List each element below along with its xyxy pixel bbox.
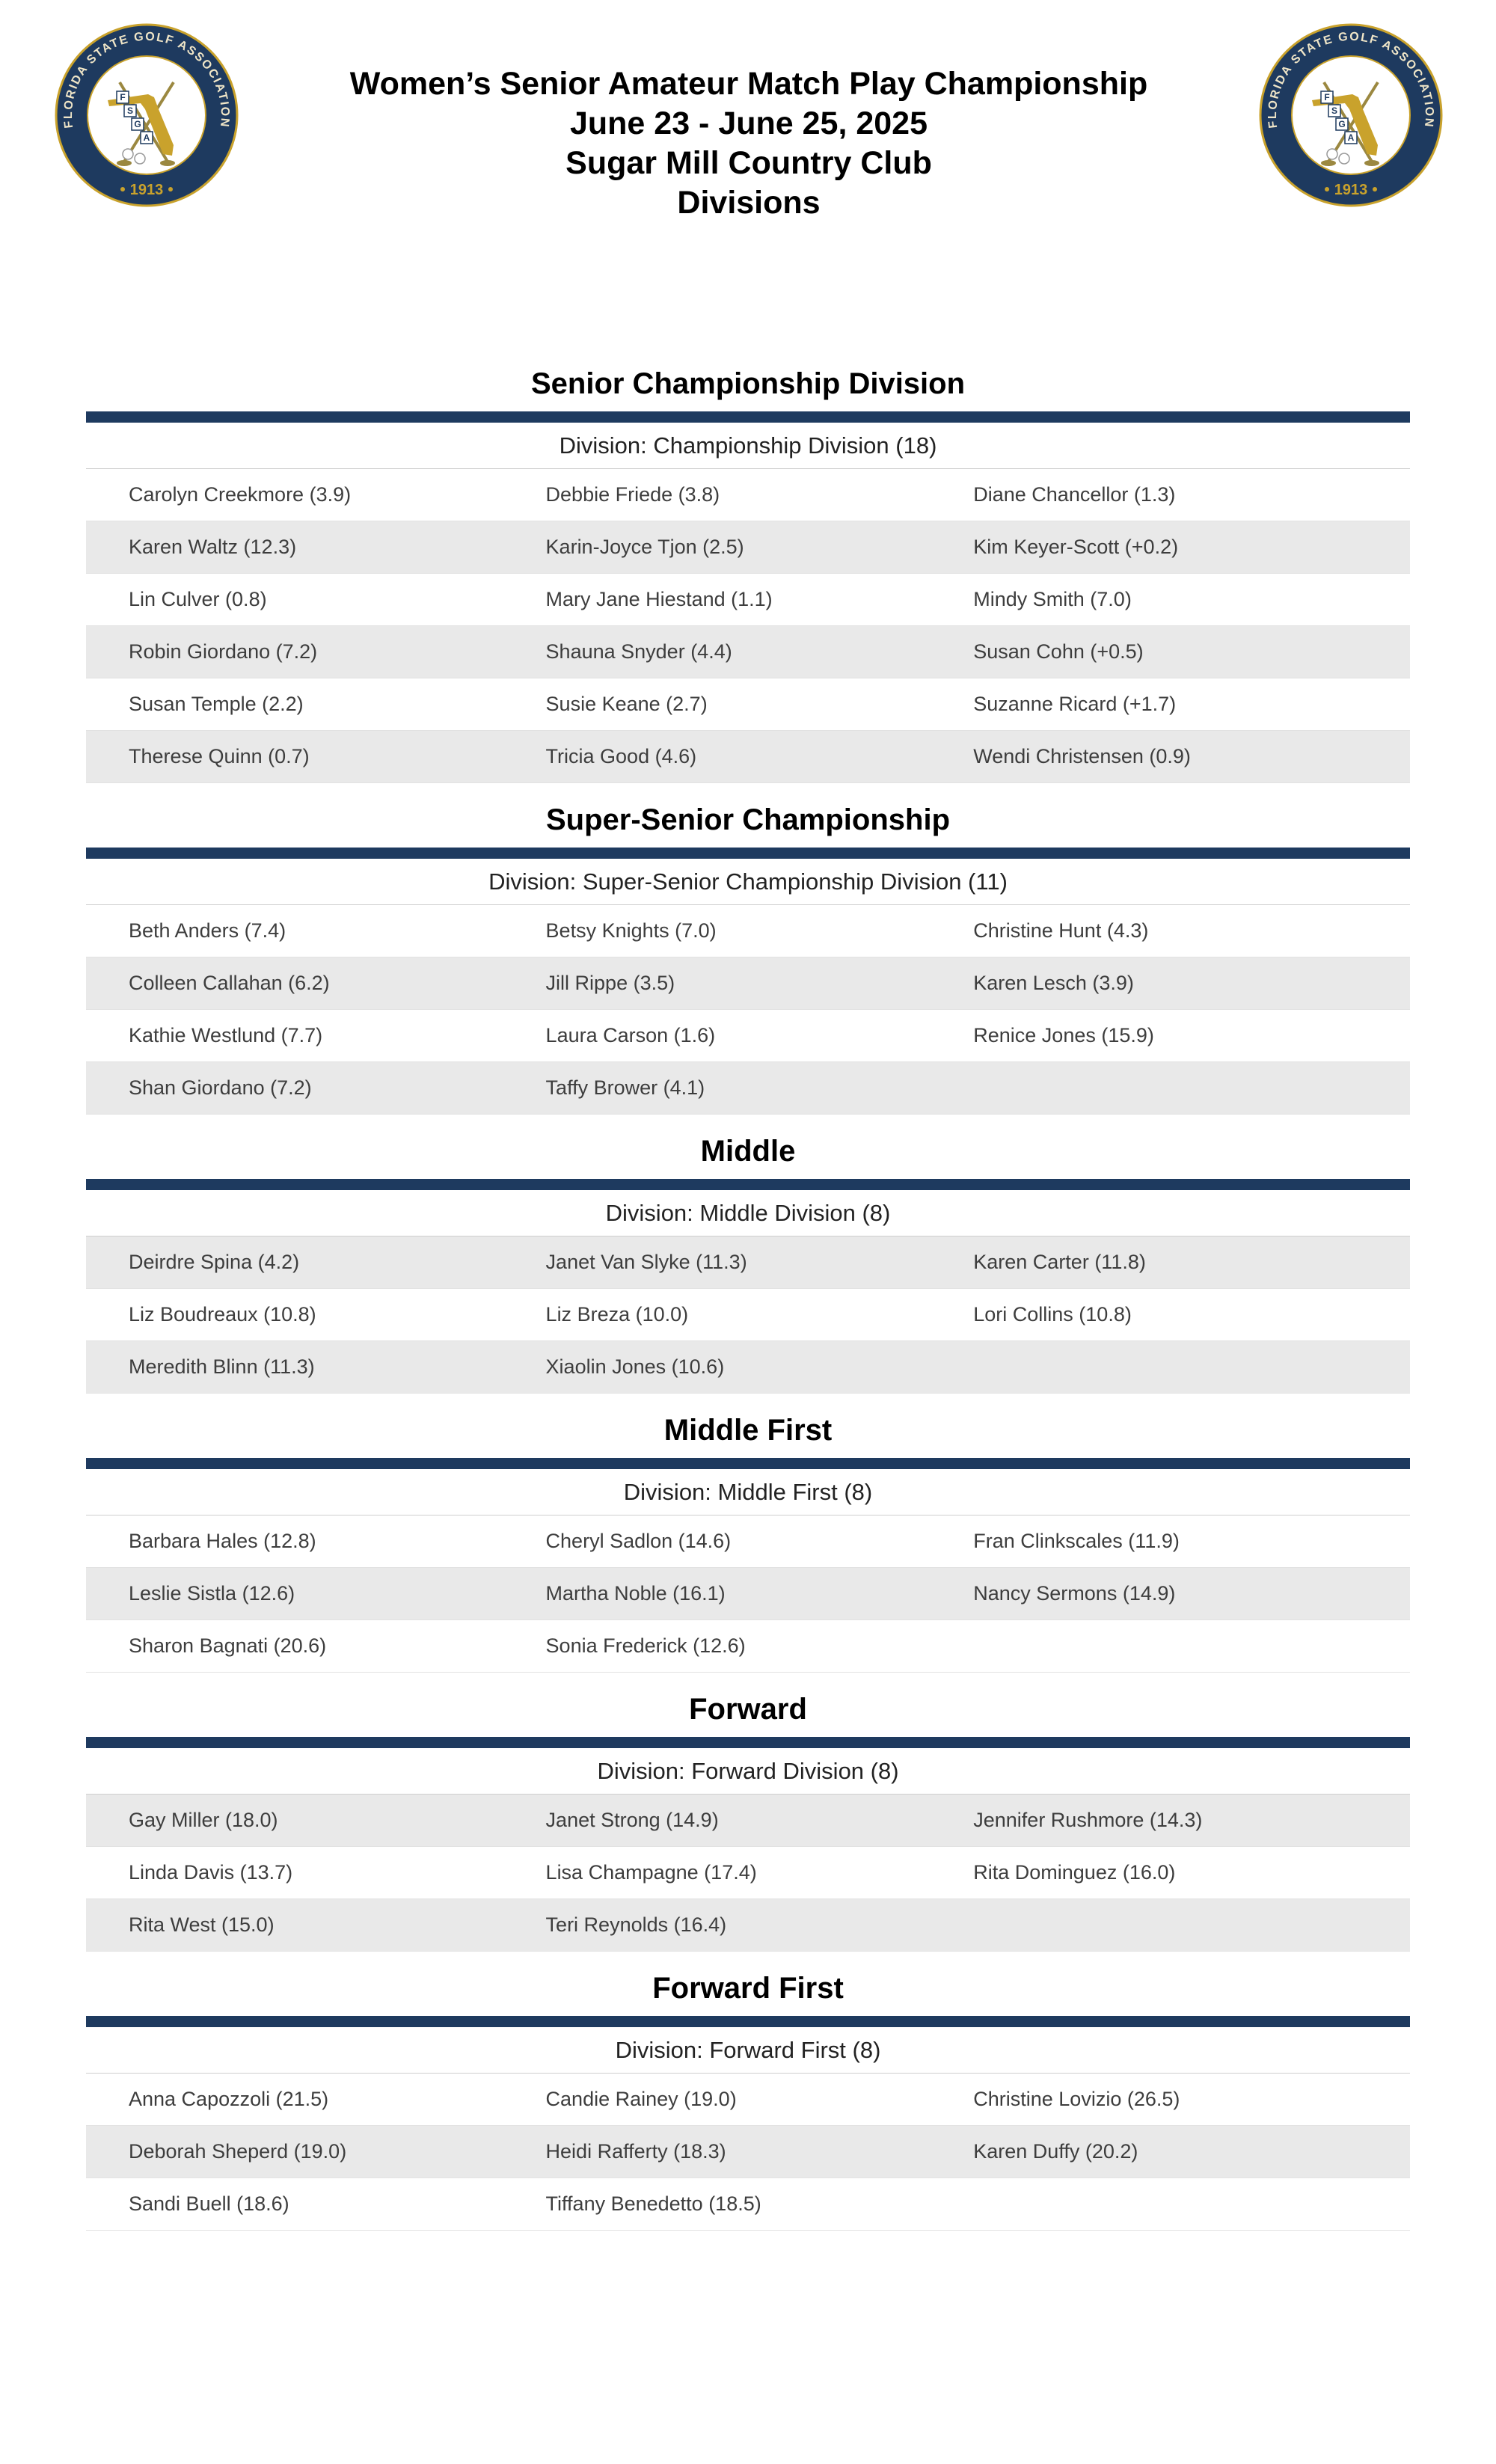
- division-table: [86, 1458, 1410, 1673]
- player-cell: Debbie Friede (3.8): [545, 483, 720, 506]
- player-cell: Liz Boudreaux (10.8): [129, 1303, 316, 1326]
- player-cell: Betsy Knights (7.0): [545, 919, 717, 942]
- division-section: [86, 1692, 1410, 1952]
- table-row: [86, 469, 1410, 521]
- table-row: [86, 626, 1410, 678]
- player-cell: Nancy Sermons (14.9): [973, 1582, 1176, 1605]
- player-cell: Gay Miller (18.0): [129, 1809, 278, 1831]
- player-cell: Xiaolin Jones (10.6): [545, 1355, 725, 1378]
- player-cell: Lin Culver (0.8): [129, 588, 267, 610]
- division-table: [86, 1737, 1410, 1952]
- player-cell: Janet Van Slyke (11.3): [545, 1251, 747, 1273]
- division-table-title: Division: Middle Division (8): [86, 1190, 1410, 1236]
- table-row: [86, 957, 1410, 1010]
- player-cell: Karen Duffy (20.2): [973, 2140, 1138, 2163]
- fsga-logo-right: [1258, 22, 1444, 208]
- player-cell: Sonia Frederick (12.6): [545, 1634, 746, 1657]
- division-section: [86, 1971, 1410, 2231]
- division-heading: Middle First: [663, 1414, 833, 1447]
- division-table: [86, 848, 1410, 1115]
- table-row: [86, 574, 1410, 626]
- division-heading: Super-Senior Championship: [545, 803, 951, 836]
- page-subtitle: Divisions: [677, 185, 821, 221]
- title-block: [239, 22, 1258, 223]
- table-top-bar: [86, 1179, 1410, 1190]
- event-venue: Sugar Mill Country Club: [565, 145, 932, 181]
- player-cell: Fran Clinkscales (11.9): [973, 1530, 1180, 1552]
- player-cell: Linda Davis (13.7): [129, 1861, 293, 1884]
- player-cell: Therese Quinn (0.7): [129, 745, 310, 767]
- player-cell: Lori Collins (10.8): [973, 1303, 1132, 1326]
- division-table-title: Division: Forward Division (8): [86, 1748, 1410, 1795]
- event-dates: June 23 - June 25, 2025: [569, 105, 928, 141]
- player-cell: Janet Strong (14.9): [545, 1809, 719, 1831]
- division-table-title: Division: Championship Division (18): [86, 423, 1410, 469]
- player-cell: Susan Temple (2.2): [129, 693, 304, 715]
- player-cell: Shauna Snyder (4.4): [545, 640, 732, 663]
- player-cell: Susie Keane (2.7): [545, 693, 708, 715]
- division-section: [86, 367, 1410, 783]
- table-top-bar: [86, 848, 1410, 859]
- player-cell: Diane Chancellor (1.3): [973, 483, 1176, 506]
- player-cell: Mary Jane Hiestand (1.1): [545, 588, 773, 610]
- division-table-title: Division: Middle First (8): [86, 1469, 1410, 1516]
- player-cell: Leslie Sistla (12.6): [129, 1582, 295, 1605]
- player-cell: Barbara Hales (12.8): [129, 1530, 316, 1552]
- player-cell: Shan Giordano (7.2): [129, 1076, 312, 1099]
- player-cell: Christine Lovizio (26.5): [973, 2088, 1180, 2110]
- player-cell: Sandi Buell (18.6): [129, 2192, 289, 2215]
- player-cell: Heidi Rafferty (18.3): [545, 2140, 726, 2163]
- table-top-bar: [86, 411, 1410, 423]
- fsga-logo-left: [54, 22, 239, 208]
- table-top-bar: [86, 1458, 1410, 1469]
- player-cell: Renice Jones (15.9): [973, 1024, 1154, 1046]
- player-cell: Suzanne Ricard (+1.7): [973, 693, 1177, 715]
- player-cell: Karen Carter (11.8): [973, 1251, 1146, 1273]
- player-cell: Carolyn Creekmore (3.9): [129, 483, 352, 506]
- table-row: [86, 1516, 1410, 1568]
- player-cell: Karen Lesch (3.9): [973, 972, 1134, 994]
- division-table: [86, 411, 1410, 783]
- division-table-title: Division: Forward First (8): [86, 2027, 1410, 2074]
- player-cell: Deirdre Spina (4.2): [129, 1251, 300, 1273]
- division-section: [86, 1413, 1410, 1673]
- division-heading: Forward: [689, 1693, 807, 1726]
- player-cell: Robin Giordano (7.2): [129, 640, 318, 663]
- table-row: [86, 1847, 1410, 1899]
- table-row: [86, 1568, 1410, 1620]
- division-heading: Forward First: [652, 1972, 844, 2005]
- page-header: [0, 0, 1496, 224]
- division-table: [86, 2016, 1410, 2231]
- player-cell: Cheryl Sadlon (14.6): [545, 1530, 732, 1552]
- table-row: [86, 1289, 1410, 1341]
- player-cell: Liz Breza (10.0): [545, 1303, 689, 1326]
- player-cell: Colleen Callahan (6.2): [129, 972, 330, 994]
- table-row: [86, 905, 1410, 957]
- player-cell: Kim Keyer-Scott (+0.2): [973, 536, 1179, 558]
- division-table: [86, 1179, 1410, 1394]
- table-row: [86, 2178, 1410, 2231]
- player-cell: Jennifer Rushmore (14.3): [973, 1809, 1203, 1831]
- player-cell: Karen Waltz (12.3): [129, 536, 297, 558]
- player-cell: Tricia Good (4.6): [545, 745, 697, 767]
- player-cell: Sharon Bagnati (20.6): [129, 1634, 327, 1657]
- player-cell: Rita Dominguez (16.0): [973, 1861, 1176, 1884]
- player-cell: Mindy Smith (7.0): [973, 588, 1132, 610]
- player-cell: Susan Cohn (+0.5): [973, 640, 1144, 663]
- division-section: [86, 803, 1410, 1115]
- table-row: [86, 1795, 1410, 1847]
- player-cell: Beth Anders (7.4): [129, 919, 286, 942]
- player-cell: Teri Reynolds (16.4): [545, 1913, 727, 1936]
- player-cell: Tiffany Benedetto (18.5): [545, 2192, 761, 2215]
- player-cell: Martha Noble (16.1): [545, 1582, 726, 1605]
- event-title: Women’s Senior Amateur Match Play Championship: [349, 66, 1148, 102]
- player-cell: Jill Rippe (3.5): [545, 972, 675, 994]
- division-heading: Middle: [700, 1135, 796, 1168]
- player-cell: Karin-Joyce Tjon (2.5): [545, 536, 744, 558]
- table-top-bar: [86, 1737, 1410, 1748]
- table-row: [86, 2126, 1410, 2178]
- table-row: [86, 1010, 1410, 1062]
- player-cell: Anna Capozzoli (21.5): [129, 2088, 329, 2110]
- divisions-list: [86, 367, 1410, 2231]
- table-row: [86, 1341, 1410, 1394]
- table-row: [86, 1062, 1410, 1115]
- division-section: [86, 1134, 1410, 1394]
- player-cell: Meredith Blinn (11.3): [129, 1355, 315, 1378]
- player-cell: Taffy Brower (4.1): [545, 1076, 705, 1099]
- table-row: [86, 2074, 1410, 2126]
- player-cell: Christine Hunt (4.3): [973, 919, 1149, 942]
- player-cell: Candie Rainey (19.0): [545, 2088, 737, 2110]
- player-cell: Kathie Westlund (7.7): [129, 1024, 323, 1046]
- division-heading: Senior Championship Division: [530, 367, 966, 400]
- table-row: [86, 678, 1410, 731]
- table-row: [86, 1236, 1410, 1289]
- player-cell: Laura Carson (1.6): [545, 1024, 716, 1046]
- table-row: [86, 1620, 1410, 1673]
- division-table-title: Division: Super-Senior Championship Division (11): [86, 859, 1410, 905]
- table-row: [86, 1899, 1410, 1952]
- player-cell: Wendi Christensen (0.9): [973, 745, 1191, 767]
- table-top-bar: [86, 2016, 1410, 2027]
- player-cell: Lisa Champagne (17.4): [545, 1861, 757, 1884]
- table-row: [86, 731, 1410, 783]
- table-row: [86, 521, 1410, 574]
- player-cell: Deborah Sheperd (19.0): [129, 2140, 347, 2163]
- player-cell: Rita West (15.0): [129, 1913, 275, 1936]
